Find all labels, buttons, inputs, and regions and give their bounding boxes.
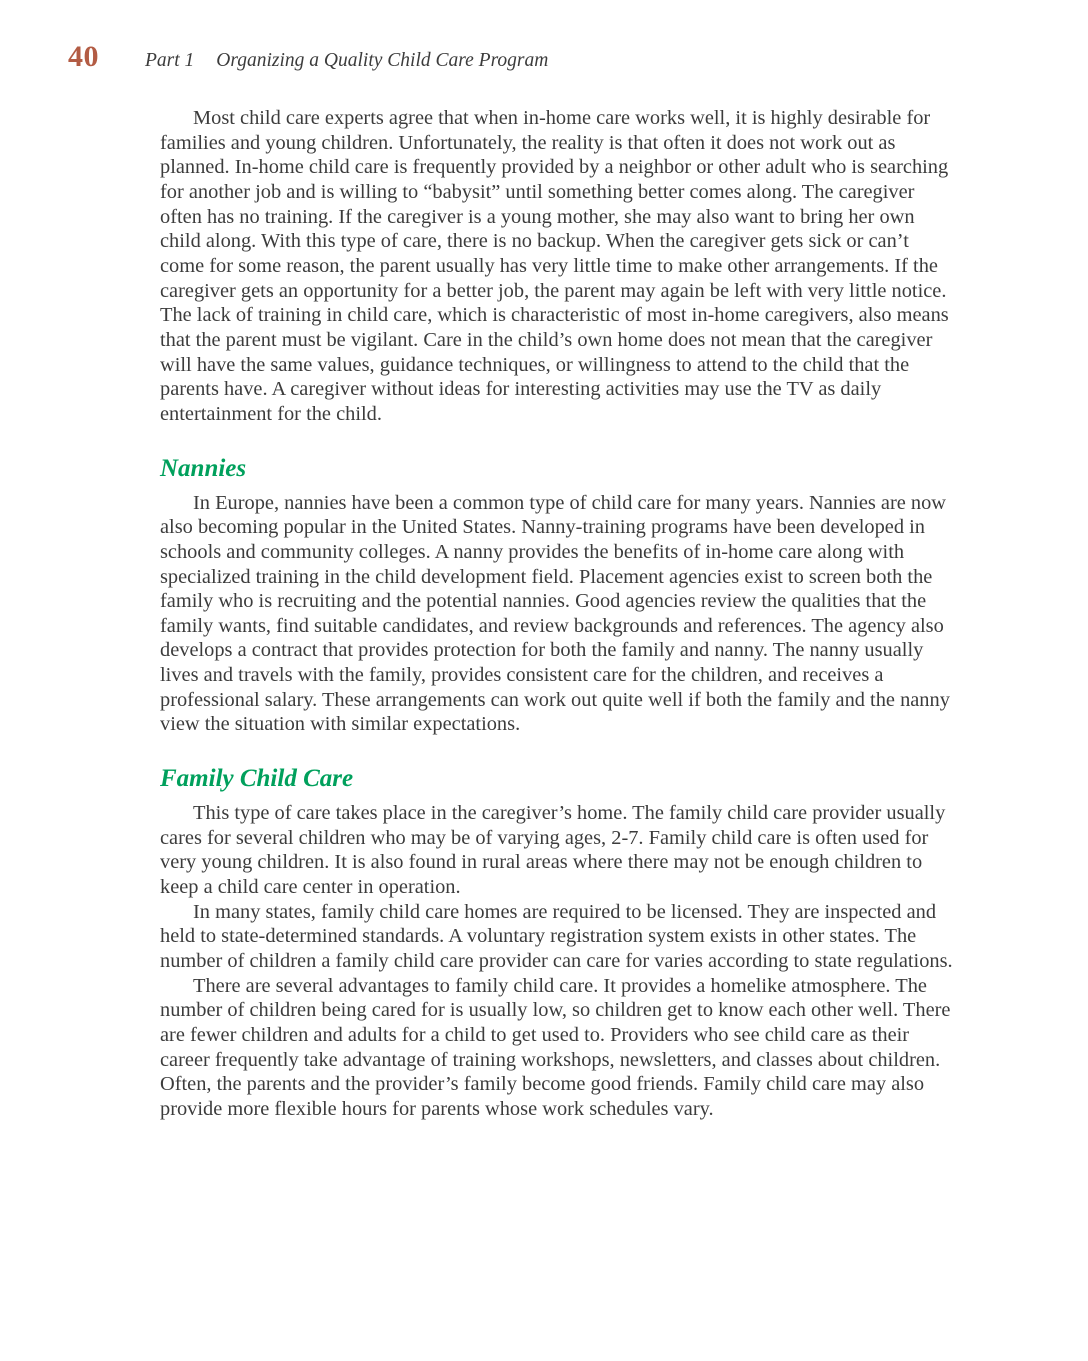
paragraph: This type of care takes place in the caregiver’s home. The family child care provider usually cares for several children who may be of varying ages, 2-7. Family child care is often used for very young children. It is also found in rural areas where there may not be enough children to keep a child care center in operation. bbox=[160, 802, 946, 899]
section-heading-nannies: Nannies bbox=[160, 454, 247, 482]
paragraph: Most child care experts agree that when in-home care works well, it is highly desirable for families and young children. Unfortunately, the reality is that often it does not work out as planned. In-home child care is frequently provided by a neighbor or other adult who is searching for another job and is willing to “babysit” until something better comes along. The caregiver often has no training. If the caregiver is a young mother, she may also want to bring her own child along. With this type of care, there is no backup. When the caregiver gets sick or can’t come for some reason, the parent usually has very little time to make other arrangements. If the caregiver gets an opportunity for a better job, the parent may again be left with very little notice. The lack of training in child care, which is characteristic of most in-home caregivers, also means that the parent must be vigilant. Care in the child’s own home does not mean that the caregiver will have the same values, guidance techniques, or willingness to attend to the child that the parents have. A caregiver without ideas for interesting activities may use the TV as daily entertainment for the child. bbox=[160, 107, 949, 425]
section-in-home-care bbox=[160, 106, 954, 427]
running-head bbox=[145, 50, 548, 72]
paragraph: There are several advantages to family child care. It provides a homelike atmosphere. The number of children being cared for is usually low, so children get to know each other well. There are fewer children and adults for a child to get used to. Providers who see child care as their career frequently take advantage of training workshops, newsletters, and classes about children. Often, the parents and the provider’s family become good friends. Family child care may also provide more flexible hours for parents whose work schedules vary. bbox=[160, 974, 951, 1120]
part-label: Part 1 bbox=[145, 50, 195, 71]
paragraph: In Europe, nannies have been a common type of child care for many years. Nannies are now also becoming popular in the United States. Nanny-training programs have been developed in schools and community colleges. A nanny provides the benefits of in-home care along with specialized training in the child development field. Placement agencies exist to screen both the family who is recruiting and the potential nannies. Good agencies review the qualities that the family wants, find suitable candidates, and review backgrounds and references. The agency also develops a contract that provides protection for both the family and nanny. The nanny usually lives and travels with the family, provides consistent care for the children, and receives a professional salary. These arrangements can work out quite well if both the family and the nanny view the situation with similar expectations. bbox=[160, 491, 950, 736]
section-nannies bbox=[160, 455, 954, 738]
paragraph: In many states, family child care homes are required to be licensed. They are inspected and held to state-determined standards. A voluntary registration system exists in other states. The number of children a family child care provider can care for varies according to state regulations. bbox=[160, 900, 953, 973]
page-header bbox=[68, 40, 548, 74]
page-content bbox=[160, 106, 954, 1122]
page-number: 40 bbox=[68, 40, 99, 73]
section-heading-family-child-care: Family Child Care bbox=[160, 765, 354, 793]
section-family-child-care bbox=[160, 765, 954, 1122]
running-head-title: Organizing a Quality Child Care Program bbox=[216, 50, 549, 71]
